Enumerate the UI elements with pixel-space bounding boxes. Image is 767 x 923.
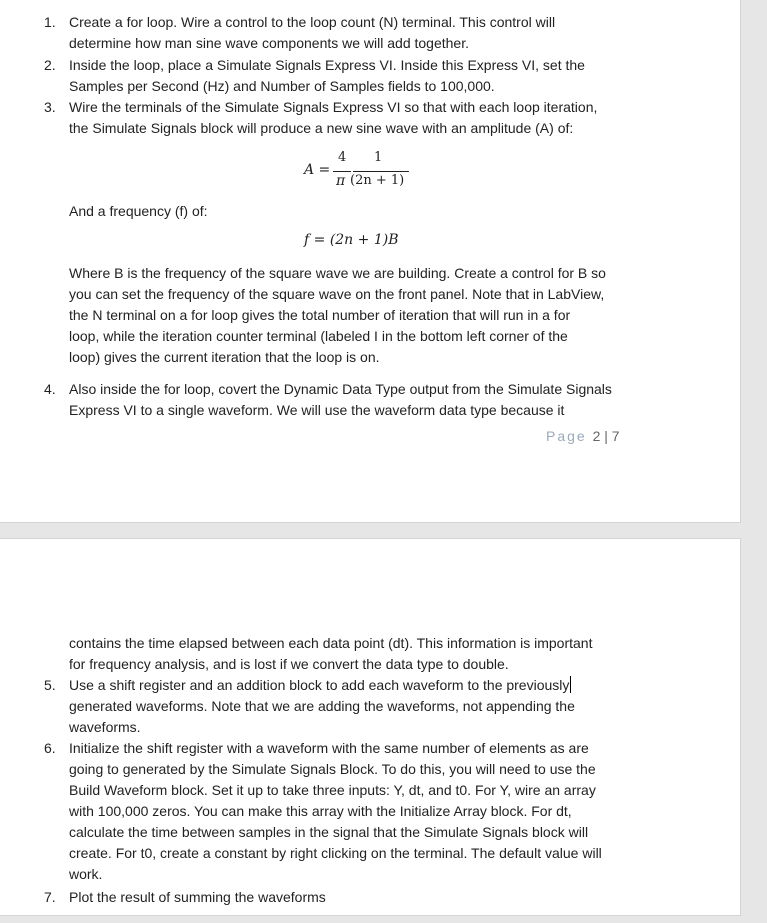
text-line: Samples per Second (Hz) and Number of Samples fields to 100,000. [69, 78, 495, 94]
text-line: And a frequency (f) of: [69, 203, 208, 219]
text-line: Inside the loop, place a Simulate Signals Express VI. Inside this Express VI, set the [69, 57, 585, 73]
fraction-bar [353, 171, 409, 172]
list-number: 2. [44, 57, 56, 73]
text-line: Where B is the frequency of the square wave we are building. Create a control for B so [69, 265, 606, 281]
document-page-3 [0, 539, 740, 915]
text-line: you can set the frequency of the square wave on the front panel. Note that in LabView, [69, 286, 605, 302]
text-line: for frequency analysis, and is lost if we convert the data type to double. [69, 656, 509, 672]
list-number: 7. [44, 889, 56, 905]
text-line: Express VI to a single waveform. We will use the waveform data type because it [69, 402, 565, 418]
text-line: determine how man sine wave components we will add together. [69, 35, 469, 51]
text-line: work. [69, 866, 103, 882]
footer-label: Page [546, 428, 587, 444]
text-line: generated waveforms. Note that we are adding the waveforms, not appending the [69, 698, 575, 714]
text-line: going to generated by the Simulate Signals Block. To do this, you will need to use the [69, 761, 596, 777]
list-number: 1. [44, 14, 56, 30]
text-line: Build Waveform block. Set it up to take three inputs: Y, dt, and t0. For Y, wire an array [69, 782, 596, 798]
page-number: 2 | 7 [592, 428, 620, 444]
text-line: the N terminal on a for loop gives the total number of iteration that will run in a for [69, 307, 571, 323]
fraction-denominator: (2n + 1) [350, 173, 405, 188]
page-footer [546, 428, 620, 444]
text-line: loop, while the iteration counter terminal (labeled I in the bottom left corner of the [69, 328, 568, 344]
text-line[interactable] [69, 675, 571, 696]
list-number: 3. [44, 99, 56, 115]
text-line: Create a for loop. Wire a control to the loop count (N) terminal. This control will [69, 14, 556, 30]
text-line: the Simulate Signals block will produce a new sine wave with an amplitude (A) of: [69, 120, 574, 136]
text-line: loop) gives the current iteration that the loop is on. [69, 349, 380, 365]
text-cursor [570, 676, 571, 693]
list-number: 4. [44, 381, 56, 397]
frequency-equation: f = (2n + 1)B [304, 232, 399, 248]
list-number: 5. [44, 677, 56, 693]
text-line: waveforms. [69, 719, 141, 735]
fraction-denominator: π [336, 173, 346, 189]
fraction-bar [333, 171, 351, 172]
text-line: Plot the result of summing the waveforms [69, 889, 326, 905]
text-line: Also inside the for loop, covert the Dynamic Data Type output from the Simulate Signals [69, 381, 612, 397]
text-line: Initialize the shift register with a waveform with the same number of elements as are [69, 740, 589, 756]
text-line: contains the time elapsed between each data point (dt). This information is important [69, 635, 593, 651]
text-line: with 100,000 zeros. You can make this array with the Initialize Array block. For dt, [69, 803, 572, 819]
list-number: 6. [44, 740, 56, 756]
text-line: create. For t0, create a constant by right clicking on the terminal. The default value will [69, 845, 602, 861]
fraction-numerator: 1 [374, 150, 383, 165]
text-line: calculate the time between samples in the signal that the Simulate Signals block will [69, 824, 589, 840]
fraction-numerator: 4 [338, 150, 347, 165]
equation-lhs: A = [304, 162, 331, 178]
text-line: Wire the terminals of the Simulate Signals Express VI so that with each loop iteration, [69, 99, 598, 115]
text-line-content: Use a shift register and an addition block to add each waveform to the previously [69, 677, 570, 693]
